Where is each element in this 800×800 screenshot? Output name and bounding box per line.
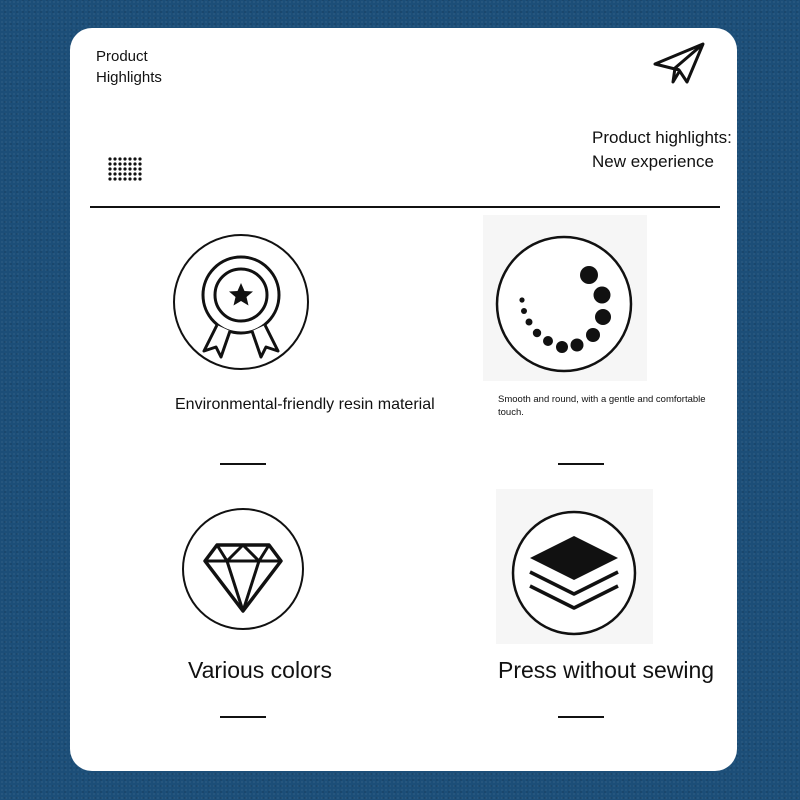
- feature-label-press: Press without sewing: [498, 657, 715, 683]
- feature-label-resin: Environmental-friendly resin material: [175, 396, 435, 413]
- feature-underline: [220, 716, 266, 718]
- layers-icon: [511, 510, 637, 636]
- feature-label-colors: Various colors: [188, 657, 333, 683]
- product-card: [70, 28, 737, 771]
- section-subtitle: Product highlights: New experience: [592, 128, 732, 171]
- feature-underline: [220, 463, 266, 465]
- feature-label-touch: Smooth and round, with a gentle and comfortable touch.: [498, 394, 706, 418]
- diamond-icon: [181, 507, 305, 631]
- award-badge-icon: [172, 233, 310, 371]
- dot-grid-icon: [108, 157, 144, 181]
- header-title: Product Highlights: [96, 48, 162, 86]
- paper-plane-icon: [653, 42, 705, 86]
- feature-underline: [558, 463, 604, 465]
- round-dots-icon: [495, 235, 633, 373]
- feature-underline: [558, 716, 604, 718]
- header-divider: [90, 206, 720, 208]
